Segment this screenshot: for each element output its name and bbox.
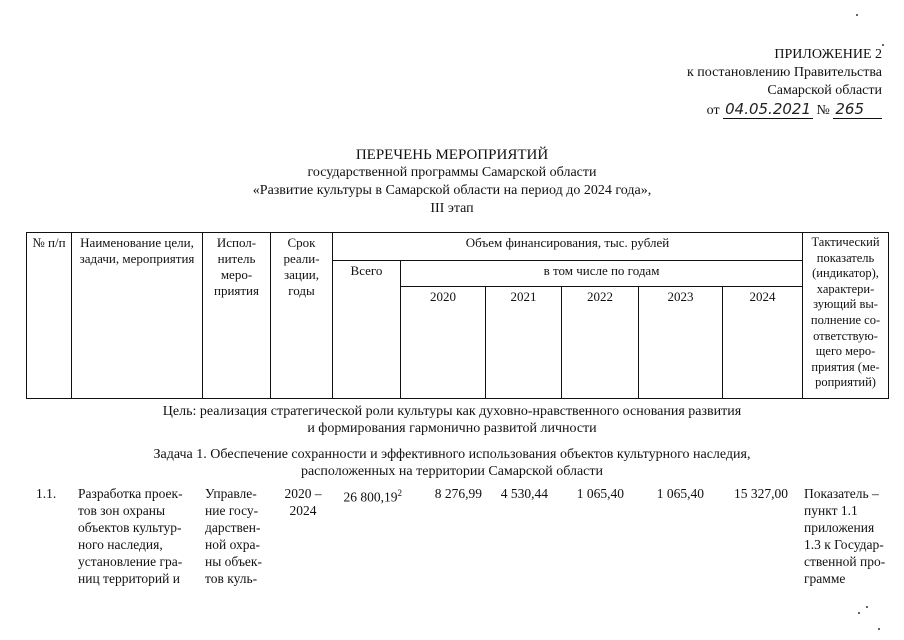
header-executor: Испол-нитель меро-приятия: [203, 233, 271, 399]
task-line-2: расположенных на территории Самарской области: [300, 464, 604, 479]
measures-table-header: [26, 232, 889, 399]
appendix-decree: к постановлению Правительства: [686, 65, 882, 80]
number-prefix: №: [816, 103, 830, 118]
title-line-3: «Развитие культуры в Самарской области на период до 2024 года»,: [252, 183, 652, 198]
header-indicator: Тактический показатель (индикатор), характери-зующий вы-полнение со-ответствую-щего меро-приятия (ме-роприятий): [803, 233, 889, 399]
header-funding: Объем финансирования, тыс. рублей: [333, 233, 803, 261]
header-year-2021: 2021: [486, 287, 562, 399]
row-1-1-executor: Управле-ние госу-дарствен-ной охра-ны объек-тов куль-: [205, 486, 262, 586]
scan-speck: [856, 14, 858, 16]
goal-line-2: и формирования гармонично развитой личности: [307, 421, 597, 436]
row-1-1-2024: 15 327,00: [734, 486, 788, 501]
header-total: Всего: [333, 261, 401, 399]
appendix-region: Самарской области: [767, 83, 882, 98]
handwritten-number: 265: [833, 100, 882, 119]
row-1-1-2021: 4 530,44: [500, 486, 548, 501]
row-1-1-2023: 1 065,40: [656, 486, 704, 501]
header-year-2020: 2020: [401, 287, 486, 399]
title-line-2: государственной программы Самарской области: [307, 165, 597, 180]
scan-speck: [858, 612, 860, 614]
appendix-title: ПРИЛОЖЕНИЕ 2: [774, 47, 882, 62]
header-name: Наименование цели, задачи, мероприятия: [72, 233, 203, 399]
row-1-1-total-footnote: 2: [397, 488, 402, 498]
scan-speck: [882, 44, 884, 46]
header-num: № п/п: [27, 233, 72, 399]
goal-line-1: Цель: реализация стратегической роли культуры как духовно-нравственного основания развития: [162, 404, 742, 419]
appendix-block: [687, 46, 882, 120]
header-by-years: в том числе по годам: [401, 261, 803, 287]
title-line-1: ПЕРЕЧЕНЬ МЕРОПРИЯТИЙ: [355, 147, 549, 163]
row-1-1-2022: 1 065,40: [576, 486, 624, 501]
scan-speck: [878, 628, 880, 630]
row-1-1-name: Разработка проек-тов зон охраны объектов культур-ного наследия, установление гра-ниц территорий и: [78, 486, 183, 586]
appendix-date-line: [687, 100, 882, 120]
title-line-4: III этап: [430, 201, 474, 216]
task-line-1: Задача 1. Обеспечение сохранности и эффективного использования объектов культурного наследия,: [153, 447, 751, 462]
header-year-2023: 2023: [639, 287, 723, 399]
document-title: [0, 146, 904, 218]
header-year-2022: 2022: [562, 287, 639, 399]
row-1-1-total-value: 26 800,19: [343, 489, 398, 505]
task-text: [0, 446, 904, 480]
row-1-1-indicator: Показатель – пункт 1.1 приложения 1.3 к Государ-ственной про-грамме: [804, 486, 886, 586]
goal-text: [0, 403, 904, 437]
row-1-1-term: 2020 – 2024: [284, 486, 322, 518]
date-prefix: от: [706, 103, 720, 118]
row-1-1-total: [336, 485, 402, 506]
row-1-1-num: 1.1.: [36, 486, 57, 501]
handwritten-date: 04.05.2021: [725, 100, 811, 118]
header-term: Срок реали-зации, годы: [271, 233, 333, 399]
header-year-2024: 2024: [723, 287, 803, 399]
scan-speck: [866, 606, 868, 608]
row-1-1-2020: 8 276,99: [434, 486, 482, 501]
